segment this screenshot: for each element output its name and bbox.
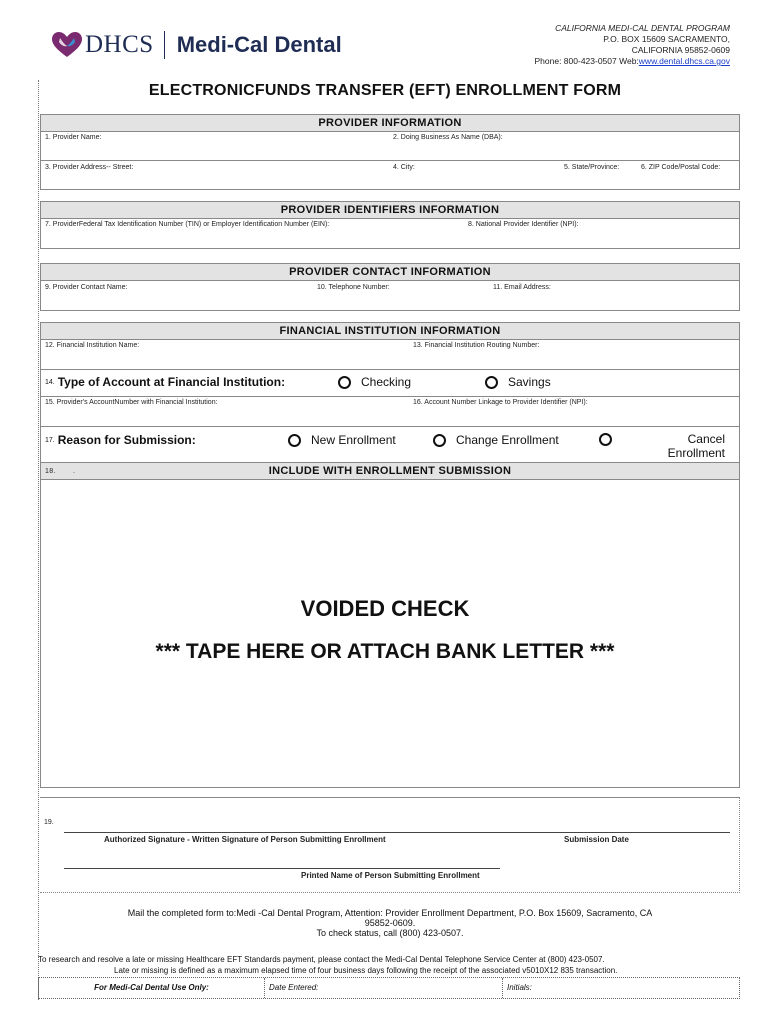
identifiers-row [41, 219, 739, 248]
account-type-row [41, 370, 739, 397]
authorized-signature-label: Authorized Signature - Written Signature of Person Submitting Enrollment [104, 835, 386, 844]
left-border [38, 80, 39, 1000]
form-title: ELECTRONICFUNDS TRANSFER (EFT) ENROLLMENT FORM [148, 82, 622, 99]
section-header: PROVIDER INFORMATION [41, 115, 739, 132]
field-number-18: 18. [45, 468, 56, 475]
submission-date-label: Submission Date [564, 835, 629, 844]
address-line-1: CALIFORNIA MEDI-CAL DENTAL PROGRAM [555, 23, 730, 33]
mail-line-1: Mail the completed form to:Medi -Cal Dental Program, Attention: Provider Enrollment Department, P.O. Box 15609, Sacramento, CA [127, 908, 653, 918]
mail-line-3: To check status, call (800) 423-0507. [316, 928, 464, 938]
field-contact-name[interactable]: 9. Provider Contact Name: [45, 284, 128, 291]
provider-name-row [41, 132, 739, 161]
cancel-line2: Enrollment [667, 446, 725, 460]
provider-information-section [40, 114, 740, 190]
attachment-header-label: INCLUDE WITH ENROLLMENT SUBMISSION [268, 465, 512, 477]
checking-label: Checking [361, 375, 412, 389]
new-enrollment-label: New Enrollment [311, 433, 396, 447]
signature-section [40, 797, 740, 893]
field-state[interactable]: 5. State/Province: [564, 164, 620, 171]
account-number-row [41, 397, 739, 427]
change-enrollment-label: Change Enrollment [456, 433, 559, 447]
late-payment-info [38, 954, 738, 976]
institution-row [41, 340, 739, 370]
logo-dhcs-text: DHCS [85, 31, 154, 58]
reason-row [41, 427, 739, 467]
field-city[interactable]: 4. City: [393, 164, 415, 171]
office-use-box [38, 977, 740, 999]
office-use-label: For Medi-Cal Dental Use Only: [39, 978, 265, 998]
initials-field: Initials: [507, 983, 532, 992]
field-institution-name[interactable]: 12. Financial Institution Name: [45, 342, 140, 349]
field-provider-name[interactable]: 1. Provider Name: [45, 134, 102, 141]
change-enrollment-radio[interactable] [433, 434, 446, 447]
date-entered-field: Date Entered: [265, 978, 503, 998]
field-number-19: 19. [44, 819, 54, 826]
savings-label: Savings [508, 375, 551, 389]
dhcs-logo [52, 30, 342, 60]
cancel-line1: Cancel [687, 432, 725, 446]
address-row [41, 161, 739, 189]
account-type-question [45, 375, 285, 389]
attachment-section [40, 462, 740, 788]
checking-radio[interactable] [338, 376, 351, 389]
field-email[interactable]: 11. Email Address: [493, 284, 551, 291]
reason-label: Reason for Submission: [57, 433, 196, 447]
cancel-enrollment-radio[interactable] [599, 433, 612, 446]
new-enrollment-radio[interactable] [288, 434, 301, 447]
field-account-linkage[interactable]: 16. Account Number Linkage to Provider Identifier (NPI): [413, 399, 588, 406]
mail-line-2: 95852-0609. [364, 918, 416, 928]
provider-identifiers-section [40, 201, 740, 249]
printed-name-label: Printed Name of Person Submitting Enrollment [301, 871, 480, 880]
heart-hands-icon [52, 32, 82, 58]
savings-option[interactable] [485, 375, 551, 389]
field-telephone[interactable]: 10. Telephone Number: [317, 284, 390, 291]
program-address [535, 23, 731, 67]
contact-row [41, 281, 739, 310]
field-number: 17. [45, 436, 55, 444]
field-18-dot: . [73, 468, 76, 475]
new-enrollment-option[interactable] [288, 433, 396, 447]
field-number: 14. [45, 378, 55, 386]
financial-institution-section [40, 322, 740, 470]
logo-medical-text: Medi-Cal Dental [176, 32, 342, 57]
tape-here-text: *** TAPE HERE OR ATTACH BANK LETTER *** [155, 640, 615, 663]
provider-contact-section [40, 263, 740, 311]
address-line-2: P.O. BOX 15609 SACRAMENTO, [603, 34, 730, 44]
printed-name-line[interactable] [64, 868, 500, 869]
checking-option[interactable] [338, 375, 411, 389]
attachment-header [41, 463, 739, 480]
address-phone: Phone: 800-423-0507 Web: [534, 56, 639, 66]
voided-check-text: VOIDED CHECK [300, 596, 470, 621]
late-line-1: To research and resolve a late or missing Healthcare EFT Standards payment, please contact the Medi-Cal Dental Telephone Service Center at (800) 423-0507. [38, 955, 605, 964]
field-dba-name[interactable]: 2. Doing Business As Name (DBA): [393, 134, 503, 141]
field-tin-ein[interactable]: 7. ProviderFederal Tax Identification Number (TIN) or Employer Identification Number (EIN): [45, 221, 330, 228]
field-account-number[interactable]: 15. Provider's AccountNumber with Financial Institution: [45, 399, 218, 406]
field-street[interactable]: 3. Provider Address-- Street: [45, 164, 134, 171]
signature-line[interactable] [64, 832, 730, 833]
mail-instructions [40, 908, 740, 938]
late-line-2: Late or missing is defined as a maximum elapsed time of four business days following the receipt of the associated v5010X12 835 transaction. [114, 966, 618, 975]
field-zip[interactable]: 6. ZIP Code/Postal Code: [641, 164, 721, 171]
field-npi[interactable]: 8. National Provider Identifier (NPI): [468, 221, 579, 228]
cancel-enrollment-label [663, 432, 725, 460]
reason-question [45, 433, 196, 447]
address-line-3: CALIFORNIA 95852-0609 [631, 45, 730, 55]
section-header: FINANCIAL INSTITUTION INFORMATION [41, 323, 739, 340]
account-type-label: Type of Account at Financial Institution: [57, 375, 286, 389]
field-routing-number[interactable]: 13. Financial Institution Routing Number: [413, 342, 540, 349]
website-link[interactable]: www.dental.dhcs.ca.gov [638, 56, 730, 66]
logo-divider [164, 31, 165, 59]
section-header: PROVIDER IDENTIFIERS INFORMATION [41, 202, 739, 219]
change-enrollment-option[interactable] [433, 433, 559, 447]
section-header: PROVIDER CONTACT INFORMATION [41, 264, 739, 281]
savings-radio[interactable] [485, 376, 498, 389]
